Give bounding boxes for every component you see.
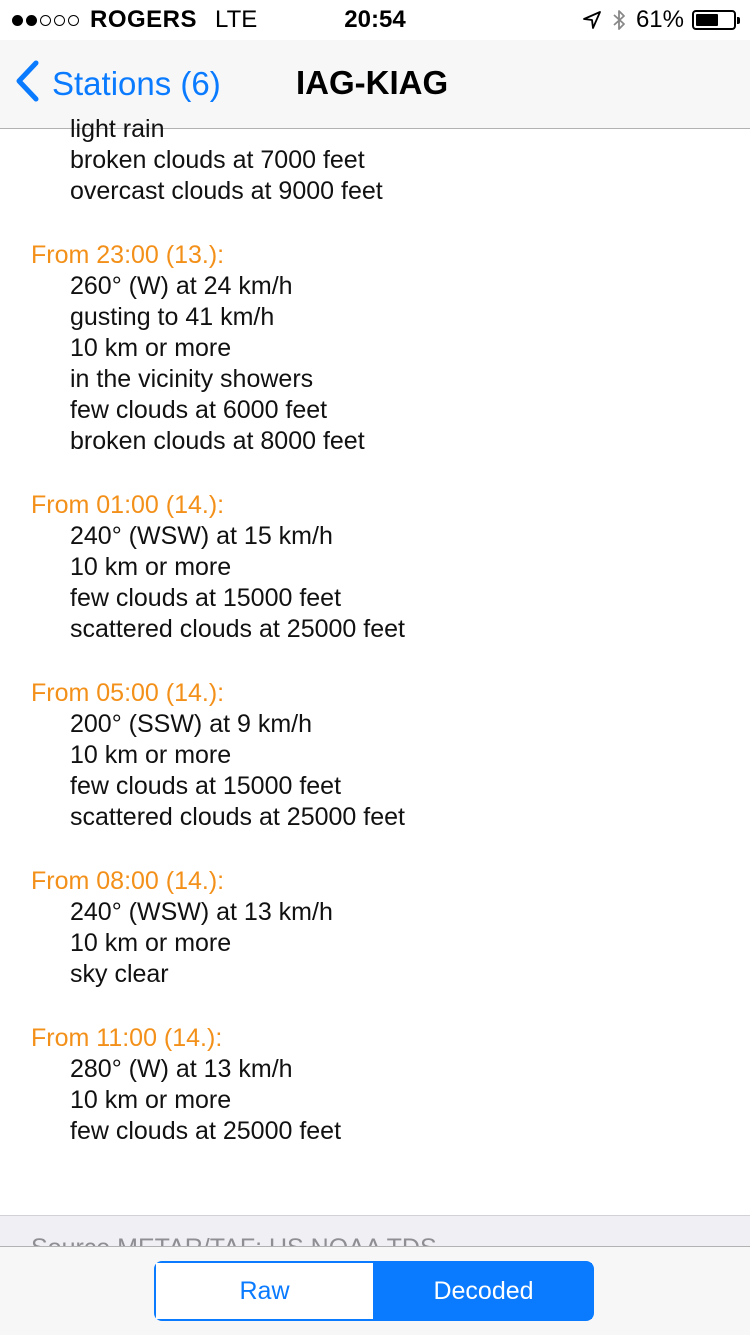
forecast-period: [0, 240, 750, 457]
status-bar: [0, 0, 750, 40]
forecast-period: [0, 1023, 750, 1147]
forecast-line: 10 km or more: [70, 929, 232, 957]
forecast-line: 10 km or more: [70, 1086, 232, 1114]
forecast-line: 10 km or more: [70, 741, 232, 769]
forecast-line: overcast clouds at 9000 feet: [70, 177, 383, 205]
decoded-segment-button[interactable]: Decoded: [375, 1263, 592, 1319]
forecast-line: broken clouds at 7000 feet: [70, 146, 365, 174]
period-heading: From 23:00 (13.):: [31, 241, 225, 269]
battery-percent: 61%: [635, 6, 684, 33]
location-arrow-icon: [582, 10, 602, 30]
forecast-line: gusting to 41 km/h: [70, 303, 275, 331]
forecast-line: sky clear: [70, 960, 169, 988]
battery-icon: [692, 10, 736, 30]
forecast-line: 240° (WSW) at 15 km/h: [70, 522, 333, 550]
forecast-line: scattered clouds at 25000 feet: [70, 615, 405, 643]
raw-segment-button[interactable]: Raw: [156, 1263, 375, 1319]
forecast-line: few clouds at 6000 feet: [70, 396, 328, 424]
forecast-line: 200° (SSW) at 9 km/h: [70, 710, 313, 738]
network-type: LTE: [215, 6, 258, 33]
forecast-line: broken clouds at 8000 feet: [70, 427, 365, 455]
forecast-line: 240° (WSW) at 13 km/h: [70, 898, 333, 926]
forecast-line: few clouds at 15000 feet: [70, 772, 342, 800]
back-button[interactable]: [14, 60, 221, 107]
page-title: IAG-KIAG: [296, 64, 449, 101]
forecast-line: in the vicinity showers: [70, 365, 314, 393]
status-time: 20:54: [344, 6, 406, 33]
bluetooth-icon: [612, 8, 626, 32]
chevron-left-icon: [14, 60, 40, 107]
battery-nub: [737, 17, 740, 24]
forecast-line: light rain: [70, 115, 165, 143]
forecast-line: few clouds at 15000 feet: [70, 584, 342, 612]
period-heading: From 05:00 (14.):: [31, 679, 225, 707]
forecast-line: 10 km or more: [70, 334, 232, 362]
battery-fill: [696, 14, 718, 26]
carrier-name: ROGERS: [90, 6, 198, 33]
forecast-scroll-view[interactable]: [0, 115, 750, 1215]
forecast-line: 260° (W) at 24 km/h: [70, 272, 293, 300]
status-right: [582, 6, 736, 34]
source-footer: [0, 1215, 750, 1246]
forecast-line: scattered clouds at 25000 feet: [70, 803, 405, 831]
forecast-period: [0, 678, 750, 833]
forecast-line: 10 km or more: [70, 553, 232, 581]
forecast-line: few clouds at 25000 feet: [70, 1117, 342, 1145]
forecast-intro: [0, 114, 750, 207]
back-button-label: Stations (6): [52, 64, 221, 102]
forecast-period: [0, 866, 750, 990]
forecast-content: [0, 114, 750, 1180]
period-heading: From 01:00 (14.):: [31, 491, 225, 519]
period-heading: From 08:00 (14.):: [31, 867, 225, 895]
bottom-toolbar: [0, 1246, 750, 1335]
view-mode-segmented-control: [154, 1261, 594, 1321]
period-heading: From 11:00 (14.):: [31, 1024, 223, 1052]
forecast-line: 280° (W) at 13 km/h: [70, 1055, 293, 1083]
forecast-period: [0, 490, 750, 645]
